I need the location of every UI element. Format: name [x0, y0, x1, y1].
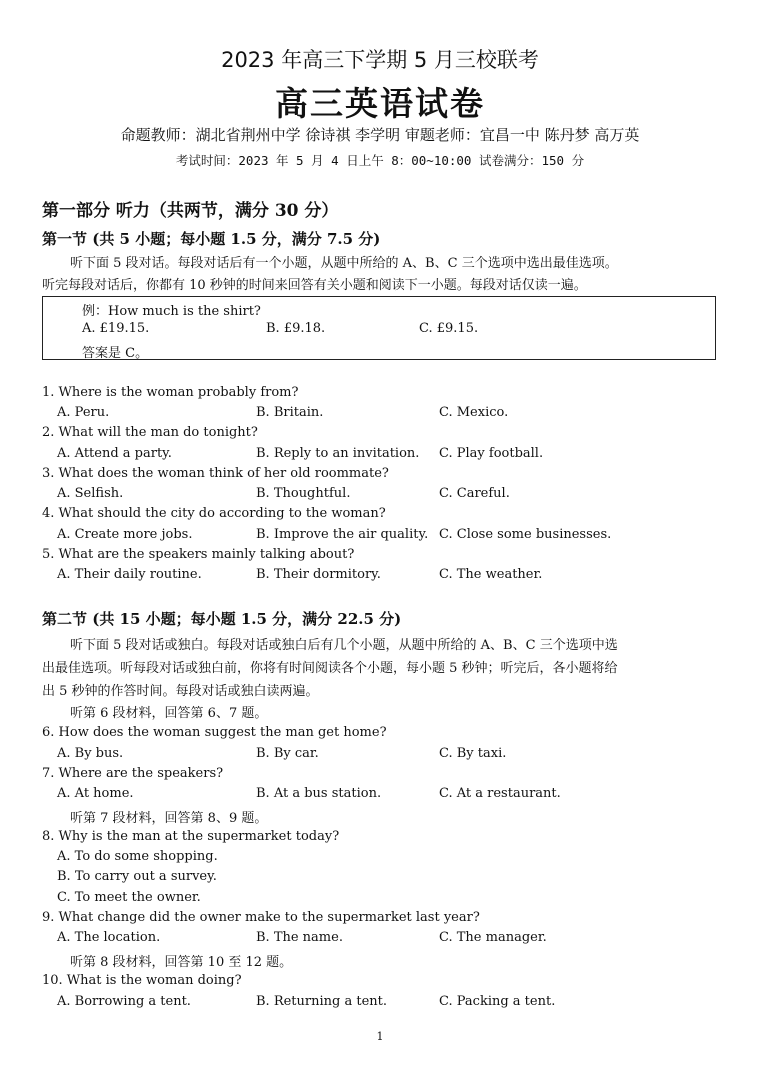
question-7-option-a: A. At home. [57, 786, 134, 801]
example-answer: 答案是 C。 [82, 346, 149, 361]
section2-instruction-line3: 出 5 秒钟的作答时间。每段对话或独白读两遍。 [42, 684, 319, 699]
question-6: 6. How does the woman suggest the man get home? [42, 725, 387, 740]
question-3: 3. What does the woman think of her old roommate? [42, 466, 389, 481]
question-9-option-c: C. The manager. [439, 930, 547, 945]
example-option-b: B. £9.18. [266, 321, 326, 336]
question-5-option-a: A. Their daily routine. [57, 567, 202, 582]
question-4-option-b: B. Improve the air quality. [256, 527, 429, 542]
question-10: 10. What is the woman doing? [42, 973, 242, 988]
question-2: 2. What will the man do tonight? [42, 425, 258, 440]
section1-heading: 第一节 (共 5 小题；每小题 1.5 分，满分 7.5 分) [42, 230, 381, 248]
question-10-option-a: A. Borrowing a tent. [57, 994, 191, 1009]
question-6-option-b: B. By car. [256, 746, 319, 761]
question-9-option-b: B. The name. [256, 930, 343, 945]
question-10-option-b: B. Returning a tent. [256, 994, 387, 1009]
exam-title-line1: 2023 年高三下学期 5 月三校联考 [221, 48, 539, 72]
question-3-option-c: C. Careful. [439, 486, 510, 501]
question-8-option-c: C. To meet the owner. [57, 890, 201, 905]
question-8-option-b: B. To carry out a survey. [57, 869, 217, 884]
material-7-note: 听第 7 段材料，回答第 8、9 题。 [70, 811, 268, 826]
question-7-option-b: B. At a bus station. [256, 786, 382, 801]
question-7: 7. Where are the speakers? [42, 766, 224, 781]
exam-info: 考试时间：2023 年 5 月 4 日上午 8：00~10:00 试卷满分：150 分 [175, 153, 585, 168]
question-1-option-a: A. Peru. [57, 405, 110, 420]
section2-heading: 第二节 (共 15 小题；每小题 1.5 分，满分 22.5 分) [42, 610, 402, 628]
question-2-option-b: B. Reply to an invitation. [256, 446, 420, 461]
question-3-option-b: B. Thoughtful. [256, 486, 351, 501]
question-4-option-c: C. Close some businesses. [439, 527, 612, 542]
question-1-option-c: C. Mexico. [439, 405, 509, 420]
question-2-option-c: C. Play football. [439, 446, 544, 461]
question-9: 9. What change did the owner make to the supermarket last year? [42, 910, 480, 925]
question-4: 4. What should the city do according to the woman? [42, 506, 386, 521]
material-6-note: 听第 6 段材料，回答第 6、7 题。 [70, 706, 268, 721]
question-5-option-c: C. The weather. [439, 567, 543, 582]
question-7-option-c: C. At a restaurant. [439, 786, 561, 801]
material-8-note: 听第 8 段材料，回答第 10 至 12 题。 [70, 955, 293, 970]
question-2-option-a: A. Attend a party. [57, 446, 172, 461]
section2-instruction-line1: 听下面 5 段对话或独白。每段对话或独白后有几个小题，从题中所给的 A、B、C 三个选项中选 [70, 638, 618, 653]
question-6-option-a: A. By bus. [57, 746, 124, 761]
question-4-option-a: A. Create more jobs. [57, 527, 193, 542]
question-5: 5. What are the speakers mainly talking about? [42, 547, 355, 562]
question-5-option-b: B. Their dormitory. [256, 567, 381, 582]
exam-title-line2: 高三英语试卷 [275, 84, 485, 123]
teacher-credits: 命题教师：湖北省荆州中学 徐诗祺 李学明 审题老师：宜昌一中 陈丹梦 高万英 [120, 126, 640, 144]
section1-instruction-line2: 听完每段对话后，你都有 10 秒钟的时间来回答有关小题和阅读下一小题。每段对话仅读一遍。 [42, 278, 587, 293]
section2-instruction-line2: 出最佳选项。听每段对话或独白前，你将有时间阅读各个小题，每小题 5 秒钟；听完后，各小题将给 [42, 661, 618, 676]
question-8: 8. Why is the man at the supermarket today? [42, 829, 340, 844]
question-10-option-c: C. Packing a tent. [439, 994, 556, 1009]
question-1-option-b: B. Britain. [256, 405, 324, 420]
question-8-option-a: A. To do some shopping. [57, 849, 218, 864]
page-number: 1 [376, 1030, 384, 1043]
example-option-a: A. £19.15. [82, 321, 150, 336]
question-3-option-a: A. Selfish. [57, 486, 124, 501]
question-6-option-c: C. By taxi. [439, 746, 507, 761]
part1-heading: 第一部分 听力（共两节，满分 30 分） [42, 201, 339, 221]
question-9-option-a: A. The location. [57, 930, 161, 945]
question-1: 1. Where is the woman probably from? [42, 385, 299, 400]
example-question: 例：How much is the shirt? [82, 304, 261, 319]
example-option-c: C. £9.15. [419, 321, 479, 336]
section1-instruction-line1: 听下面 5 段对话。每段对话后有一个小题，从题中所给的 A、B、C 三个选项中选出最佳选项。 [70, 256, 618, 271]
